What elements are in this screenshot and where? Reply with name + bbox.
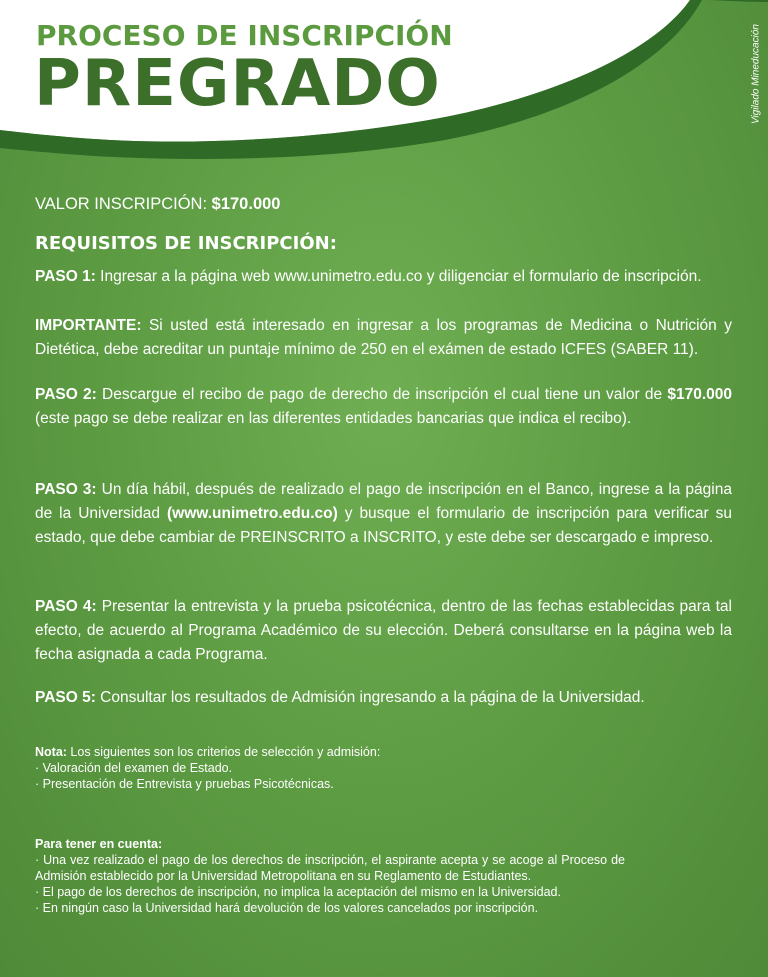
nota-text: Los siguientes son los criterios de selección y admisión:: [66, 745, 381, 759]
step-url: (www.unimetro.edu.co): [167, 505, 338, 522]
nota-item: · Presentación de Entrevista y pruebas Psicotécnicas.: [35, 777, 334, 791]
step-label: PASO 1:: [35, 268, 96, 285]
title-pregrado: PREGRADO: [34, 47, 441, 121]
nota-section: [35, 744, 635, 792]
tener-en-cuenta-title: Para tener en cuenta:: [35, 837, 163, 851]
step-label: PASO 3:: [35, 481, 97, 498]
step-paso-5: [35, 686, 732, 710]
tener-en-cuenta-item: · El pago de los derechos de inscripción, no implica la aceptación del mismo en la Universidad.: [35, 885, 561, 899]
step-text: Si usted está interesado en ingresar a los programas de Medicina o Nutrición y Dietética, debe acreditar un puntaje mínimo de 250 en el exámen de estado ICFES (SABER 11).: [35, 317, 732, 358]
step-text: Descargue el recibo de pago de derecho de inscripción el cual tiene un valor de: [96, 386, 668, 403]
step-label: IMPORTANTE:: [35, 317, 142, 334]
tener-en-cuenta-item: · Una vez realizado el pago de los derechos de inscripción, el aspirante acepta y se acoge al Proceso de Admisión establecido por la Universidad Metropolitana en su Reglamento de Estudiantes.: [35, 853, 625, 883]
nota-label: Nota:: [35, 745, 67, 759]
title-proceso-inscripcion: PROCESO DE INSCRIPCIÓN: [36, 19, 453, 52]
tener-en-cuenta-label: [35, 836, 635, 852]
step-text: y busque el formulario de inscripción para verificar su estado, que debe cambiar de PREINSCRITO a INSCRITO, y este debe ser descargado e impreso.: [35, 505, 732, 546]
step-text: (este pago se debe realizar en las diferentes entidades bancarias que indica el recibo).: [35, 410, 632, 427]
nota-item: · Valoración del examen de Estado.: [35, 761, 233, 775]
step-label: PASO 5:: [35, 689, 96, 706]
step-paso-2: [35, 383, 732, 431]
step-amount: $170.000: [667, 386, 732, 403]
step-paso-4: [35, 595, 732, 667]
step-paso-1: [35, 265, 732, 289]
fee-line: [35, 195, 280, 214]
step-text: Presentar la entrevista y la prueba psicotécnica, dentro de las fechas establecidas para tal efecto, de acuerdo al Programa Académico de su elección. Deberá consultarse en la página web la fecha asignada a cada Programa.: [35, 598, 732, 663]
step-label: PASO 4:: [35, 598, 97, 615]
requirements-heading: REQUISITOS DE INSCRIPCIÓN:: [35, 233, 337, 254]
step-text: Un día hábil, después de realizado el pago de inscripción en el Banco, ingrese a la página de la Universidad: [35, 481, 732, 522]
fee-label: VALOR INSCRIPCIÓN:: [35, 195, 212, 213]
vigilado-mineducacion-label: Vigilado Mineducación: [750, 24, 762, 124]
tener-en-cuenta-section: [35, 836, 635, 916]
step-text: Ingresar a la página web www.unimetro.edu.co y diligenciar el formulario de inscripción.: [95, 268, 702, 285]
step-label: PASO 2:: [35, 386, 97, 403]
tener-en-cuenta-item: · En ningún caso la Universidad hará devolución de los valores cancelados por inscripción.: [35, 901, 539, 915]
nota-intro: [35, 744, 635, 760]
step-paso-3: [35, 478, 732, 550]
step-importante: [35, 314, 732, 362]
fee-amount: $170.000: [211, 195, 281, 213]
step-text: Consultar los resultados de Admisión ingresando a la página de la Universidad.: [95, 689, 645, 706]
